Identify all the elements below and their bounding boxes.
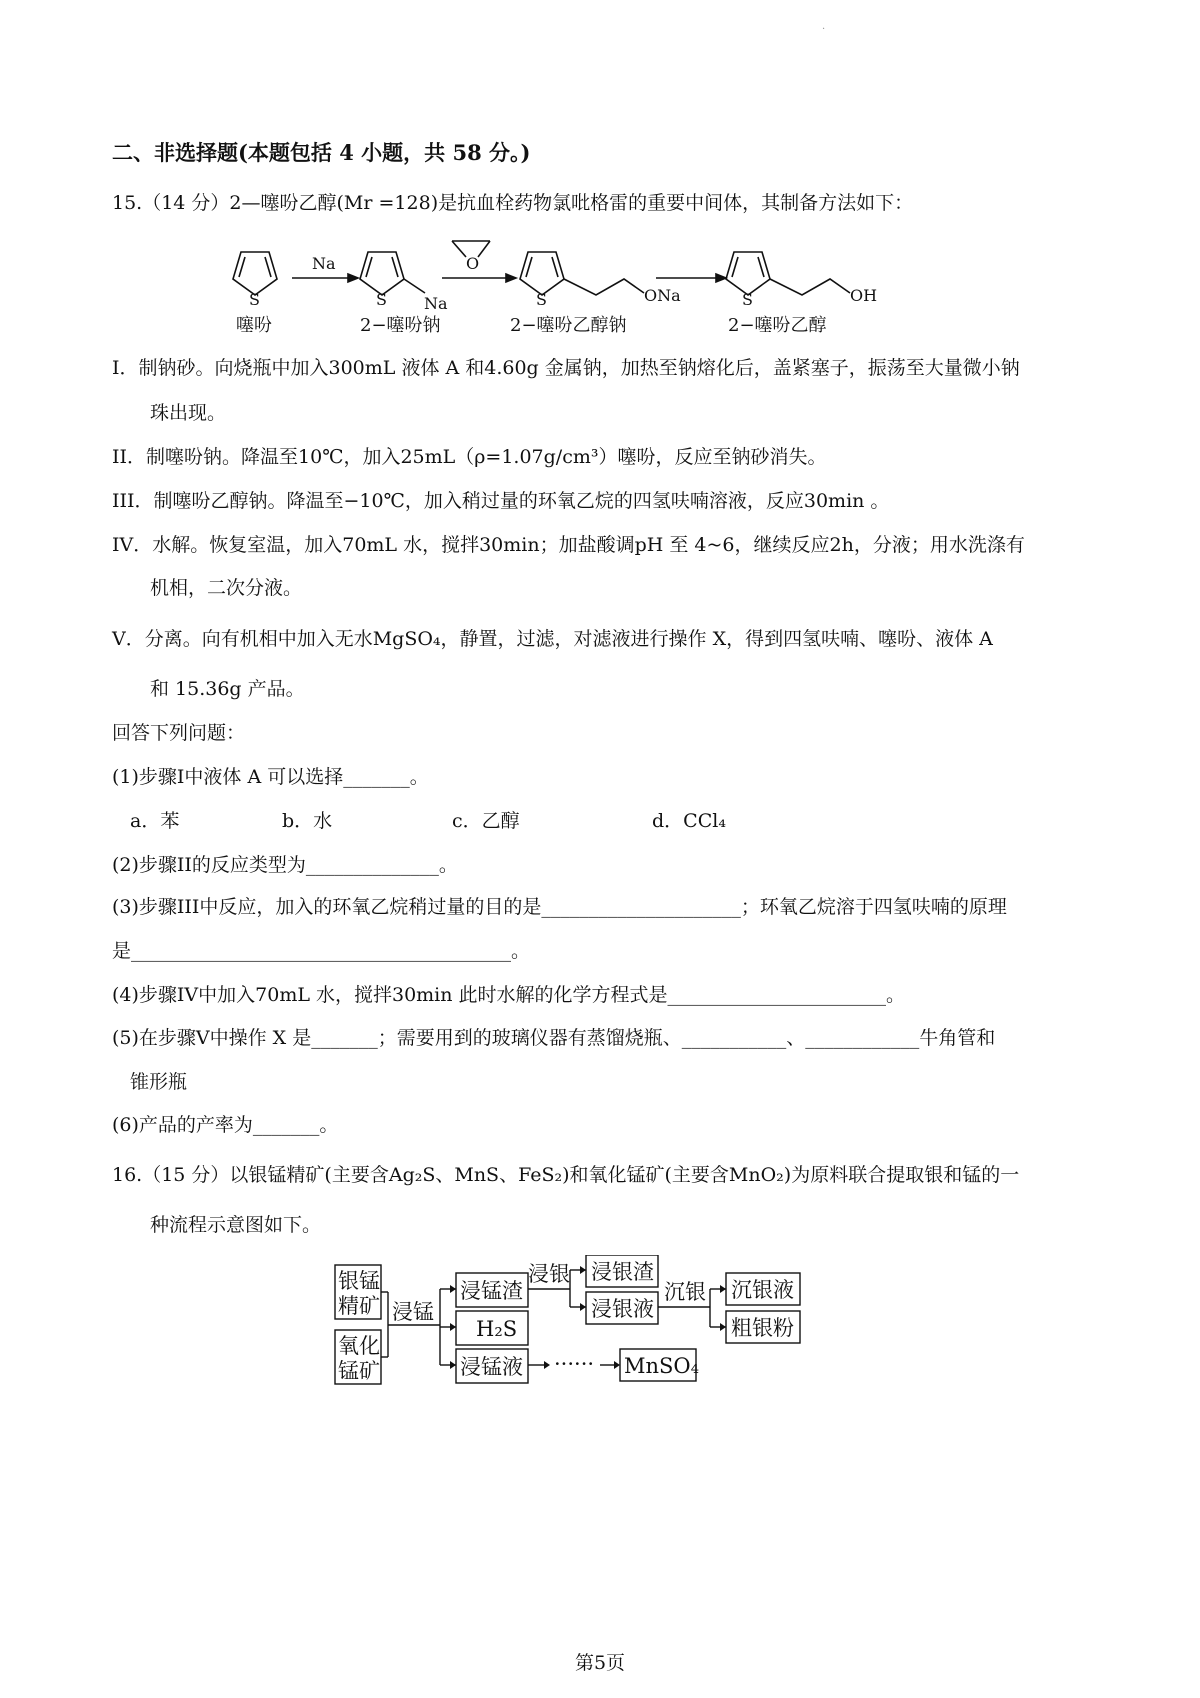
compound-name: 2−噻吩乙醇 [728,315,827,336]
q16-intro-line2: 种流程示意图如下。 [150,1214,322,1236]
label-h2s: H₂S [476,1317,518,1341]
compound-name: 2−噻吩钠 [360,315,441,336]
compound-name: 2−噻吩乙醇钠 [510,315,627,336]
thienyl-sodium-structure [360,252,425,295]
answer-prompt: 回答下列问题： [112,722,246,744]
page-number: 第5页 [574,1652,626,1674]
question-5-line2: 锥形瓶 [130,1071,188,1093]
label-precip-liquid: 沉银液 [731,1278,794,1302]
label-dots: ······ [554,1352,595,1376]
step-1-line2: 珠出现。 [150,402,227,424]
option-c: c．乙醇 [452,810,520,832]
q16-intro-line1: 16.（15 分）以银锰精矿(主要含Ag₂S、MnS、FeS₂)和氧化锰矿(主要含MnO₂)为原料联合提取银和锰的一 [112,1164,1020,1186]
epoxide-o-label: O [466,254,480,273]
thiophene-structure [233,252,277,295]
s-atom-label: S [536,290,547,309]
oh-label: OH [850,286,878,305]
label-ag-residue: 浸银渣 [591,1260,654,1284]
q15-intro: 15.（14 分）2—噻吩乙醇(Mr =128)是抗血栓药物氯吡格雷的重要中间体，其制备方法如下： [112,192,914,214]
step-5-line2: 和 15.36g 产品。 [150,678,305,700]
label-ag-liquid: 浸银液 [591,1297,654,1321]
question-5-line1: (5)在步骤V中操作 X 是_______；需要用到的玻璃仪器有蒸馏烧瓶、___________、____________牛角管和 [112,1027,996,1049]
s-atom-label: S [376,290,387,309]
s-atom-label: S [249,290,260,309]
question-3-line1: (3)步骤III中反应，加入的环氧乙烷稍过量的目的是_____________________；环氧乙烷溶于四氢呋喃的原理 [112,896,1007,918]
reaction-scheme [220,225,920,340]
label-ore1-top: 银锰 [338,1269,380,1293]
step-3: III．制噻吩乙醇钠。降温至−10℃，加入稍过量的环氧乙烷的四氢呋喃溶液，反应30min 。 [112,490,890,512]
label-ore1-bottom: 精矿 [338,1294,380,1318]
step-1-line1: I．制钠砂。向烧瓶中加入300mL 液体 A 和4.60g 金属钠，加热至钠熔化后，盖紧塞子，振荡至大量微小钠 [112,357,1020,379]
thiophene-ethanolate-structure [520,252,644,295]
option-b: b．水 [282,810,333,832]
step-5-line1: V．分离。向有机相中加入无水MgSO₄，静置，过滤，对滤液进行操作 X，得到四氢呋喃、噻吩、液体 A [112,628,993,650]
step-2: II．制噻吩钠。降温至10℃，加入25mL（ρ=1.07g/cm³）噻吩，反应至钠砂消失。 [112,446,827,468]
label-ore2-top: 氧化 [338,1334,380,1358]
option-a: a．苯 [130,810,180,832]
label-leach-ag: 浸银 [528,1262,570,1286]
option-d: d．CCl₄ [652,810,726,832]
s-atom-label: S [742,290,753,309]
process-flow-diagram [330,1255,870,1405]
label-mn-residue: 浸锰渣 [460,1279,523,1303]
thiophene-ethanol-structure [726,252,850,295]
step-4-line1: IV．水解。恢复室温，加入70mL 水，搅拌30min；加盐酸调pH 至 4~6，继续反应2h，分液；用水洗涤有 [112,534,1025,556]
label-leach-mn: 浸锰 [392,1300,434,1324]
label-crude-ag: 粗银粉 [731,1316,794,1340]
question-6: (6)产品的产率为_______。 [112,1114,339,1136]
reagent-na: Na [312,254,336,273]
question-2: (2)步骤II的反应类型为______________。 [112,854,458,876]
question-3-line2: 是________________________________________。 [112,940,531,962]
label-mn-liquid: 浸锰液 [460,1355,523,1379]
page-mark: · [822,24,826,35]
compound-name: 噻吩 [236,315,272,336]
ona-label: ONa [644,286,681,305]
label-ore2-bottom: 锰矿 [338,1359,380,1383]
na-label: Na [424,294,448,313]
question-4: (4)步骤IV中加入70mL 水，搅拌30min 此时水解的化学方程式是_______________________。 [112,984,906,1006]
label-precip-ag: 沉银 [664,1280,706,1304]
question-1: (1)步骤I中液体 A 可以选择_______。 [112,766,429,788]
section-title: 二、非选择题(本题包括 4 小题，共 58 分。) [112,140,531,165]
step-4-line2: 机相，二次分液。 [150,577,303,599]
label-mnso4: MnSO₄ [624,1354,700,1378]
